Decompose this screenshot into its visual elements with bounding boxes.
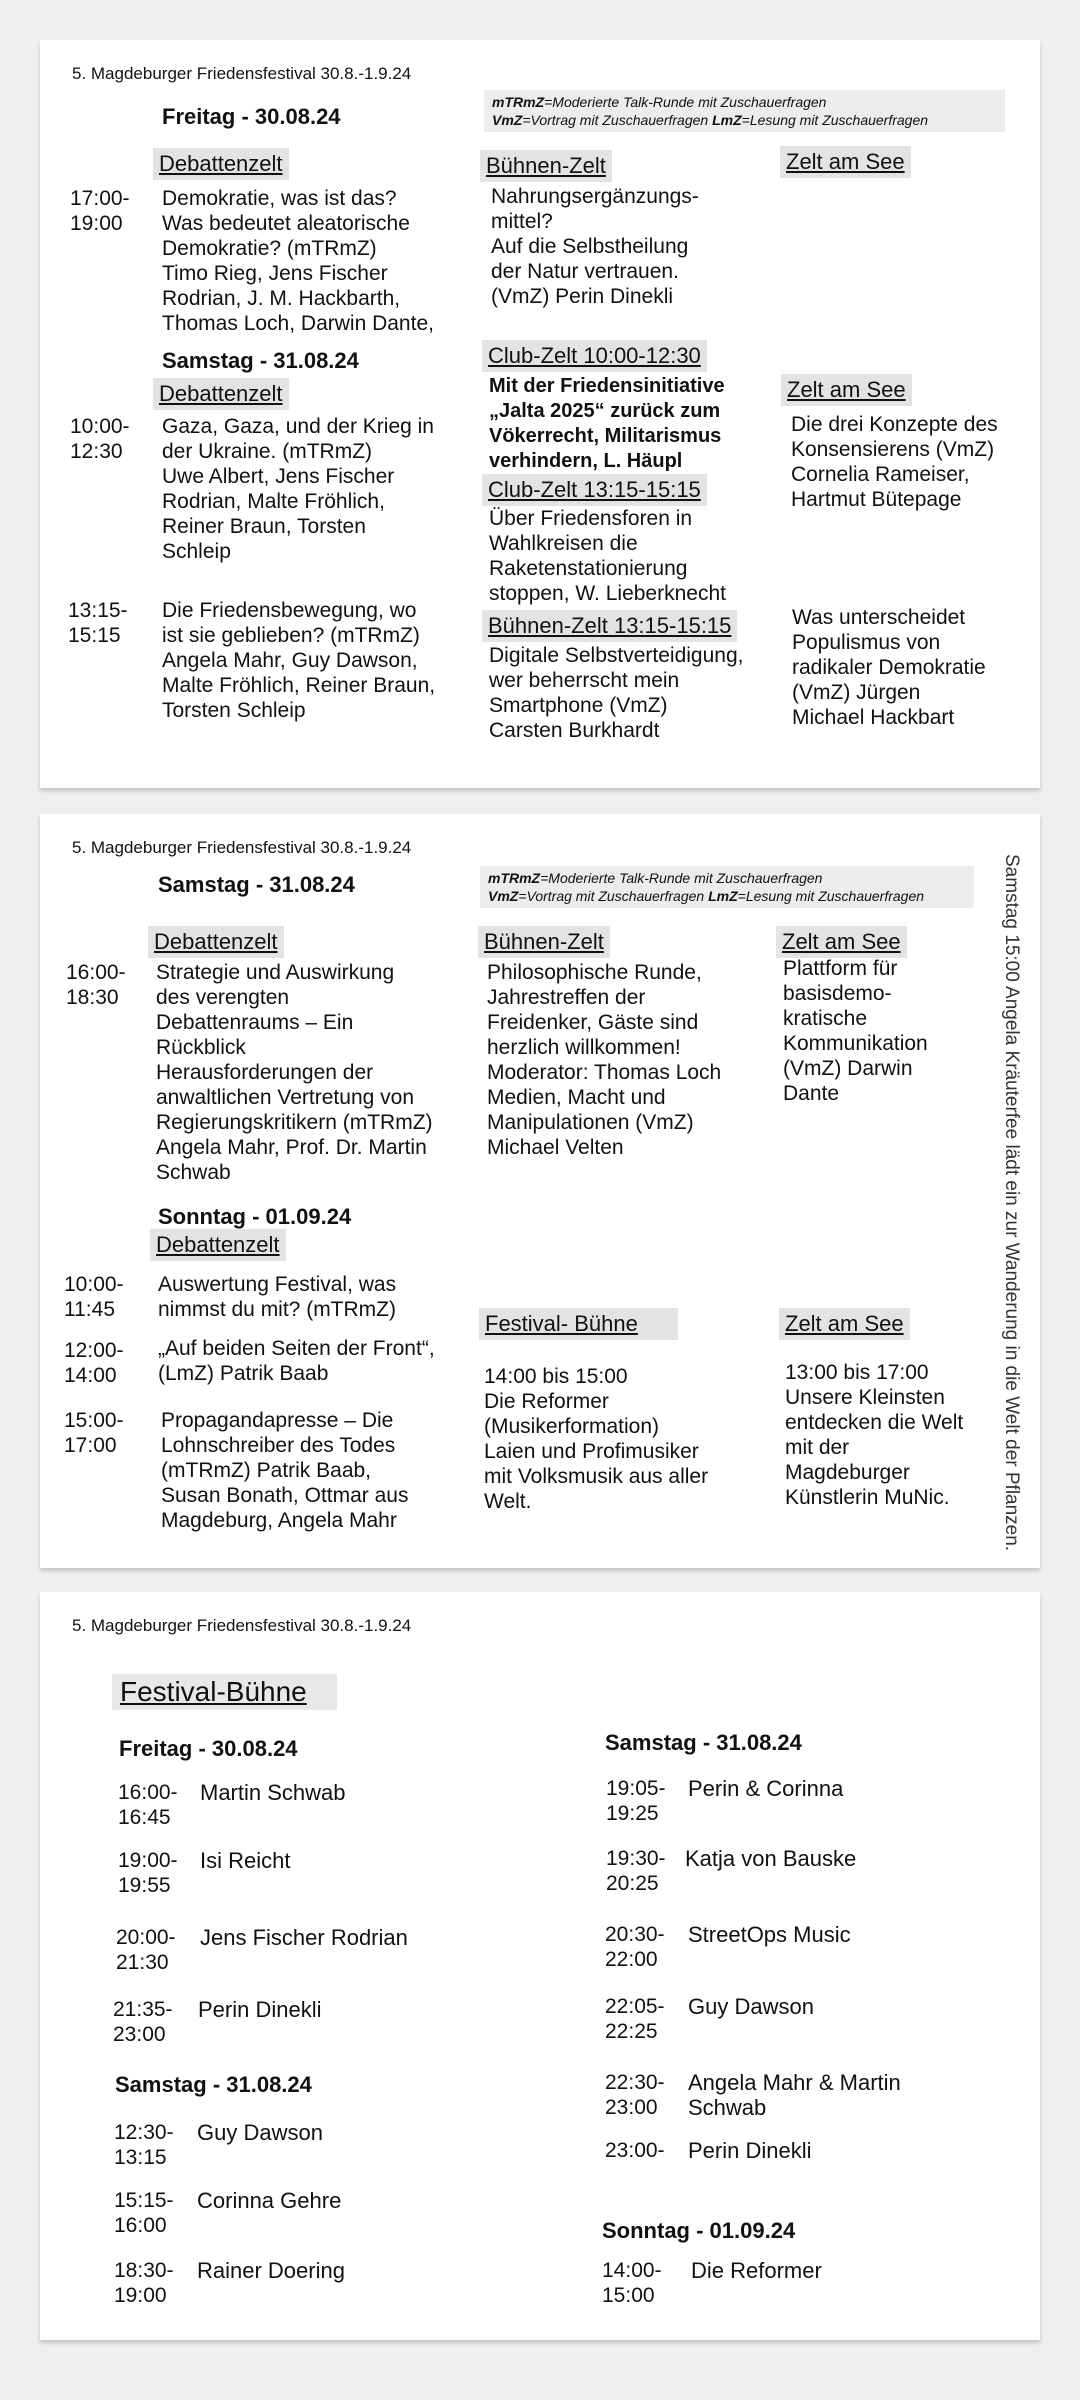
session-text: Was unterscheidet Populismus von radikaler Demokratie (VmZ) Jürgen Michael Hackbart	[792, 606, 986, 729]
performer-name: Jens Fischer Rodrian	[200, 1925, 408, 1950]
page-header: 5. Magdeburger Friedensfestival 30.8.-1.9.24	[72, 64, 412, 83]
time-slot: 23:00-	[605, 2139, 665, 2162]
performer-name: Rainer Doering	[197, 2258, 345, 2283]
session-text: 13:00 bis 17:00 Unsere Kleinsten entdecken die Welt mit der Magdeburger Künstlerin MuNic.	[785, 1361, 964, 1509]
venue-zelt-am-see: Zelt am See	[776, 926, 907, 958]
session-text: Gaza, Gaza, und der Krieg in der Ukraine. (mTRmZ) Uwe Albert, Jens Fischer Rodrian, Malte Fröhlich, Reiner Braun, Torsten Schleip	[162, 415, 434, 563]
festival-stage-page	[40, 1592, 1040, 2340]
performer-name: Perin Dinekli	[198, 1997, 322, 2022]
time-slot: 10:00- 11:45	[64, 1273, 124, 1321]
legend-text: =Lesung mit Zuschauerfragen	[741, 112, 929, 128]
time-slot: 18:30- 19:00	[114, 2259, 174, 2307]
legend-text: =Vortrag mit Zuschauerfragen	[522, 112, 713, 128]
legend-abbr: VmZ	[488, 888, 519, 904]
session-text: Propagandapresse – Die Lohnschreiber des Todes (mTRmZ) Patrik Baab, Susan Bonath, Ottmar aus Magdeburg, Angela Mahr	[161, 1409, 409, 1532]
page-title: Festival-Bühne	[112, 1674, 337, 1710]
venue-club-zelt: Club-Zelt 13:15-15:15	[482, 474, 707, 506]
performer-name: Isi Reicht	[200, 1848, 291, 1873]
time-slot: 13:15- 15:15	[68, 599, 128, 647]
time-slot: 12:30- 13:15	[114, 2121, 174, 2169]
time-slot: 20:00- 21:30	[116, 1926, 176, 1974]
performer-name: Perin & Corinna	[688, 1776, 844, 1801]
legend-text: =Moderierte Talk-Runde mit Zuschauerfragen	[540, 870, 823, 886]
time-slot: 20:30- 22:00	[605, 1923, 665, 1971]
time-slot: 15:00- 17:00	[64, 1409, 124, 1457]
time-slot: 10:00- 12:30	[70, 415, 130, 463]
legend	[484, 90, 1005, 132]
day-title-saturday: Samstag - 31.08.24	[115, 2072, 312, 2097]
legend-abbr: mTRmZ	[492, 94, 545, 110]
time-slot: 16:00- 16:45	[118, 1781, 178, 1829]
session-text: Die Friedensbewegung, wo ist sie geblieben? (mTRmZ) Angela Mahr, Guy Dawson, Malte Fröhlich, Reiner Braun, Torsten Schleip	[162, 599, 436, 722]
session-text: Über Friedensforen in Wahlkreisen die Raketenstationierung stoppen, W. Lieberknecht	[489, 507, 726, 605]
day-title-saturday: Samstag - 31.08.24	[162, 348, 359, 373]
venue-zelt-am-see: Zelt am See	[779, 1308, 910, 1340]
day-title-saturday: Samstag - 31.08.24	[158, 872, 355, 897]
legend-abbr: VmZ	[492, 112, 523, 128]
performer-name: Die Reformer	[691, 2258, 822, 2283]
venue-buehnenzelt: Bühnen-Zelt	[478, 926, 610, 958]
legend-text: =Vortrag mit Zuschauerfragen	[518, 888, 709, 904]
legend	[480, 866, 974, 908]
session-text: Auswertung Festival, was nimmst du mit? (mTRmZ)	[158, 1273, 397, 1321]
venue-debattenzelt: Debattenzelt	[148, 926, 284, 958]
time-slot: 17:00- 19:00	[70, 187, 130, 235]
session-text: Demokratie, was ist das? Was bedeutet aleatorische Demokratie? (mTRmZ) Timo Rieg, Jens Fischer Rodrian, J. M. Hackbarth, Thomas Loch, Darwin Dante,	[162, 187, 434, 335]
time-slot: 21:35- 23:00	[113, 1998, 173, 2046]
venue-debattenzelt: Debattenzelt	[153, 378, 289, 410]
time-slot: 22:05- 22:25	[605, 1995, 665, 2043]
session-text: Philosophische Runde, Jahrestreffen der Freidenker, Gäste sind herzlich willkommen! Moderator: Thomas Loch Medien, Macht und Manipulationen (VmZ) Michael Velten	[487, 961, 722, 1159]
venue-festival-buehne: Festival- Bühne	[479, 1308, 678, 1340]
legend-text: =Moderierte Talk-Runde mit Zuschauerfragen	[544, 94, 827, 110]
session-text: Die drei Konzepte des Konsensierens (VmZ) Cornelia Rameiser, Hartmut Bütepage	[791, 413, 998, 511]
session-text: Strategie und Auswirkung des verengten Debattenraums – Ein Rückblick Herausforderungen der anwaltlichen Vertretung von Regierungskritikern (mTRmZ) Angela Mahr, Prof. Dr. Martin Schwab	[156, 961, 433, 1184]
legend-abbr: mTRmZ	[488, 870, 541, 886]
vertical-note: Samstag 15:00 Angela Kräuterfee lädt ein zur Wanderung in die Welt der Pflanzen.	[1001, 854, 1022, 1552]
venue-buehnenzelt: Bühnen-Zelt	[480, 150, 612, 182]
performer-name: StreetOps Music	[688, 1922, 851, 1947]
page-header: 5. Magdeburger Friedensfestival 30.8.-1.9.24	[72, 838, 412, 857]
legend-abbr: LmZ	[712, 112, 742, 128]
time-slot: 15:15- 16:00	[114, 2189, 174, 2237]
venue-debattenzelt: Debattenzelt	[150, 1229, 286, 1261]
day-title-friday: Freitag - 30.08.24	[162, 104, 341, 129]
page-header: 5. Magdeburger Friedensfestival 30.8.-1.9.24	[72, 1616, 412, 1635]
session-text: Nahrungsergänzungs- mittel? Auf die Selbstheilung der Natur vertrauen. (VmZ) Perin Dinekli	[491, 185, 699, 308]
performer-name: Perin Dinekli	[688, 2138, 812, 2163]
legend-abbr: LmZ	[708, 888, 738, 904]
session-text: 14:00 bis 15:00 Die Reformer (Musikerformation) Laien und Profimusiker mit Volksmusik aus aller Welt.	[484, 1365, 709, 1513]
program-page-2	[40, 814, 1040, 1568]
session-text: Digitale Selbstverteidigung, wer beherrscht mein Smartphone (VmZ) Carsten Burkhardt	[489, 644, 744, 742]
day-title-friday: Freitag - 30.08.24	[119, 1736, 298, 1761]
time-slot: 19:05- 19:25	[606, 1777, 666, 1825]
time-slot: 12:00- 14:00	[64, 1339, 124, 1387]
time-slot: 19:00- 19:55	[118, 1849, 178, 1897]
venue-zelt-am-see: Zelt am See	[780, 146, 911, 178]
time-slot: 14:00- 15:00	[602, 2259, 662, 2307]
time-slot: 22:30- 23:00	[605, 2071, 665, 2119]
performer-name: Martin Schwab	[200, 1780, 346, 1805]
performer-name: Guy Dawson	[688, 1994, 814, 2019]
day-title-sunday: Sonntag - 01.09.24	[158, 1204, 352, 1229]
venue-zelt-am-see: Zelt am See	[781, 374, 912, 406]
program-page-1	[40, 40, 1040, 788]
time-slot: 19:30- 20:25	[606, 1847, 666, 1895]
legend-text: =Lesung mit Zuschauerfragen	[737, 888, 925, 904]
session-text: „Auf beiden Seiten der Front“, (LmZ) Patrik Baab	[158, 1337, 435, 1385]
venue-club-zelt: Club-Zelt 10:00-12:30	[482, 340, 707, 372]
day-title-sunday: Sonntag - 01.09.24	[602, 2218, 796, 2243]
day-title-saturday: Samstag - 31.08.24	[605, 1730, 802, 1755]
venue-debattenzelt: Debattenzelt	[153, 148, 289, 180]
venue-buehnenzelt: Bühnen-Zelt 13:15-15:15	[482, 610, 737, 642]
performer-name: Guy Dawson	[197, 2120, 323, 2145]
performer-name: Angela Mahr & Martin Schwab	[688, 2070, 901, 2120]
session-text: Plattform für basisdemo- kratische Kommunikation (VmZ) Darwin Dante	[783, 957, 928, 1105]
performer-name: Katja von Bauske	[685, 1846, 857, 1871]
session-text: Mit der Friedensinitiative „Jalta 2025“ zurück zum Vökerrecht, Militarismus verhindern, L. Häupl	[489, 375, 725, 472]
performer-name: Corinna Gehre	[197, 2188, 342, 2213]
time-slot: 16:00- 18:30	[66, 961, 126, 1009]
